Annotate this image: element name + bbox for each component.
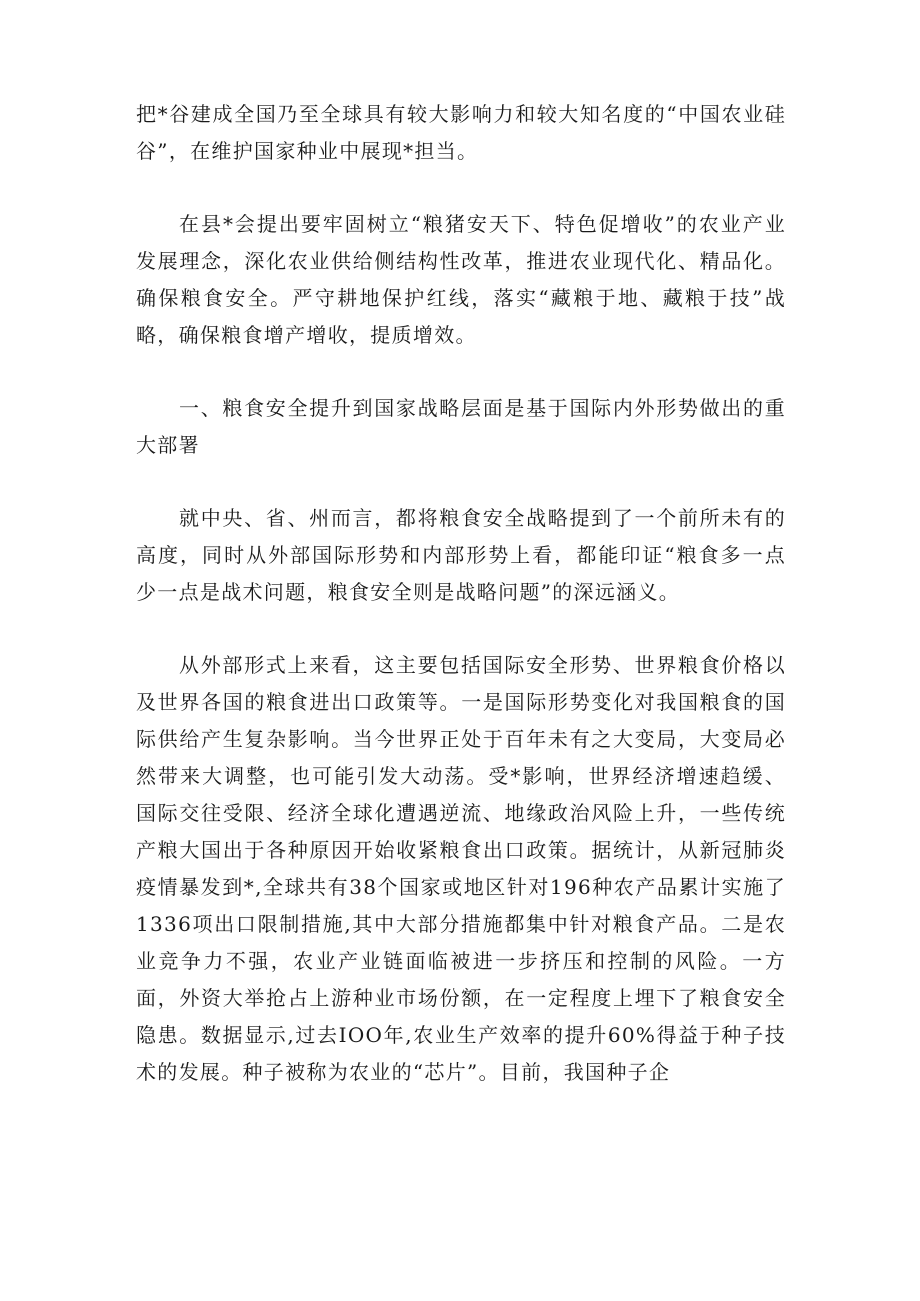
- paragraph-3: 就中央、省、州而言，都将粮食安全战略提到了一个前所未有的高度，同时从外部国际形势和内部形势上看，都能印证“粮食多一点少一点是战术问题，粮食安全则是战略问题”的深远涵义。: [136, 506, 786, 604]
- paragraph-1: 把*谷建成全国乃至全球具有较大影响力和较大知名度的“中国农业硅谷”，在维护国家种业中展现*担当。: [136, 102, 786, 163]
- paragraph-4: 从外部形式上来看，这主要包括国际安全形势、世界粮食价格以及世界各国的粮食进出口政策等。一是国际形势变化对我国粮食的国际供给产生复杂影响。当今世界正处于百年未有之大变局，大变局必然带来大调整，也可能引发大动荡。受*影响，世界经济增速趋缓、国际交往受限、经济全球化遭遇逆流、地缘政治风险上升，一些传统产粮大国出于各种原因开始收紧粮食出口政策。据统计，从新冠肺炎疫情暴发到*,全球共有38个国家或地区针对196种农产品累计实施了1336项出口限制措施,其中大部分措施都集中针对粮食产品。二是农业竞争力不强，农业产业链面临被进一步挤压和控制的风险。一方面，外资大举抢占上游种业市场份额，在一定程度上埋下了粮食安全隐患。数据显示,过去IOO年,农业生产效率的提升60%得益于种子技术的发展。种子被称为农业的“芯片”。目前，我国种子企: [136, 653, 786, 1084]
- paragraph-2: 在县*会提出要牢固树立“粮猪安天下、特色促增收”的农业产业发展理念，深化农业供给侧结构性改革，推进农业现代化、精品化。确保粮食安全。严守耕地保护红线，落实“藏粮于地、藏粮于技”战略，确保粮食增产增收，提质增效。: [136, 212, 786, 347]
- document-page: [136, 96, 786, 1091]
- section-heading: 一、粮食安全提升到国家战略层面是基于国际内外形势做出的重大部署: [136, 396, 786, 457]
